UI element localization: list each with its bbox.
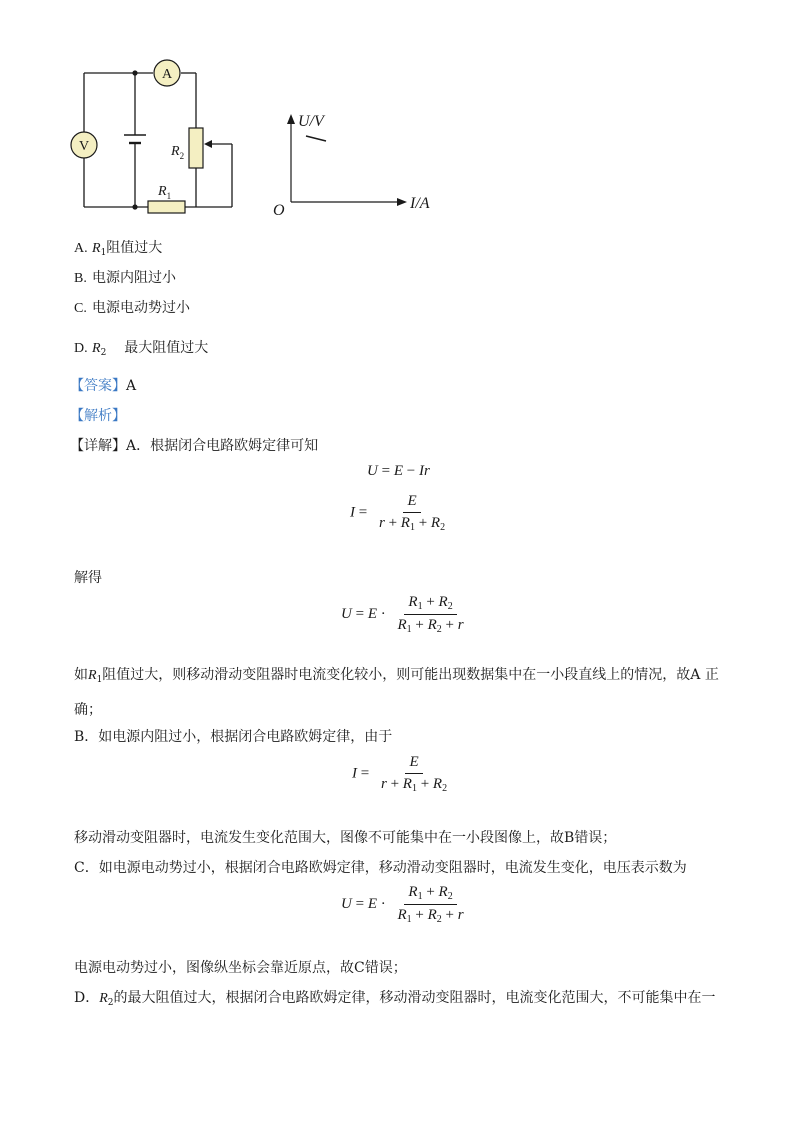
paragraph-c-1: C．如电源电动势过小，根据闭合电路欧姆定律，移动滑动变阻器时，电流发生变化，电压表示数为	[74, 860, 687, 876]
answer-value: A	[126, 378, 137, 394]
solve-word: 解得	[74, 570, 102, 586]
equation-current-2: I = $\frac{E}{r + R_1 + R_2}$	[352, 754, 448, 794]
detail-intro: 【详解】A．根据闭合电路欧姆定律可知	[70, 438, 319, 454]
ammeter-symbol	[154, 60, 180, 86]
paragraph-a: 如$R_1$阻值过大，则移动滑动变阻器时电流变化较小，则可能出现数据集中在一小段直线上的情况，故A 正 确；	[74, 667, 719, 718]
paragraph-d: D．$R_2$的最大阻值过大，根据闭合电路欧姆定律，移动滑动变阻器时，电流变化范围大，不可能集中在一	[74, 990, 716, 1008]
equation-current-1: I = $\frac{E}{r + R_1 + R_2}$	[350, 493, 446, 533]
circuit-diagram	[70, 55, 250, 220]
data-segment	[306, 136, 326, 141]
option-d: D. $R_2$ 最大阻值过大	[74, 340, 209, 358]
paragraph-b-1: B．如电源内阻过小，根据闭合电路欧姆定律，由于	[74, 729, 393, 745]
resistor-r1	[148, 201, 185, 213]
ui-graph	[268, 108, 448, 220]
r1-label: $R_1$	[158, 184, 172, 201]
r2-label: $R_2$	[171, 144, 185, 161]
rheostat-r2	[189, 128, 203, 168]
x-axis-arrow	[397, 198, 407, 206]
option-b: B. 电源内阻过小	[74, 270, 176, 286]
answer-label: 【答案】	[70, 378, 126, 394]
y-axis-arrow	[287, 114, 295, 124]
equation-u-e-ir: U = E − Ir	[367, 463, 430, 479]
paragraph-c-2: 电源电动势过小，图像纵坐标会靠近原点，故C错误；	[74, 960, 407, 976]
x-axis-label: I/A	[410, 195, 430, 212]
option-c: C. 电源电动势过小	[74, 300, 190, 316]
svg-text:A: A	[161, 67, 173, 82]
equation-voltage-1: U = E · $\frac{R_1 + R_2}{R_1 + R_2 + r}$	[341, 594, 464, 635]
option-a: A. $R_1$阻值过大	[74, 240, 163, 258]
analysis-heading: 【解析】	[70, 408, 126, 424]
y-axis-label: U/V	[298, 113, 324, 130]
equation-voltage-2: U = E · $\frac{R_1 + R_2}{R_1 + R_2 + r}$	[341, 884, 464, 925]
answer-line	[70, 376, 136, 396]
origin-label: O	[273, 202, 285, 219]
svg-text:V: V	[78, 139, 90, 154]
paragraph-b-2: 移动滑动变阻器时，电流发生变化范围大，图像不可能集中在一小段图像上，故B错误；	[74, 830, 617, 846]
voltmeter-symbol	[71, 132, 97, 158]
